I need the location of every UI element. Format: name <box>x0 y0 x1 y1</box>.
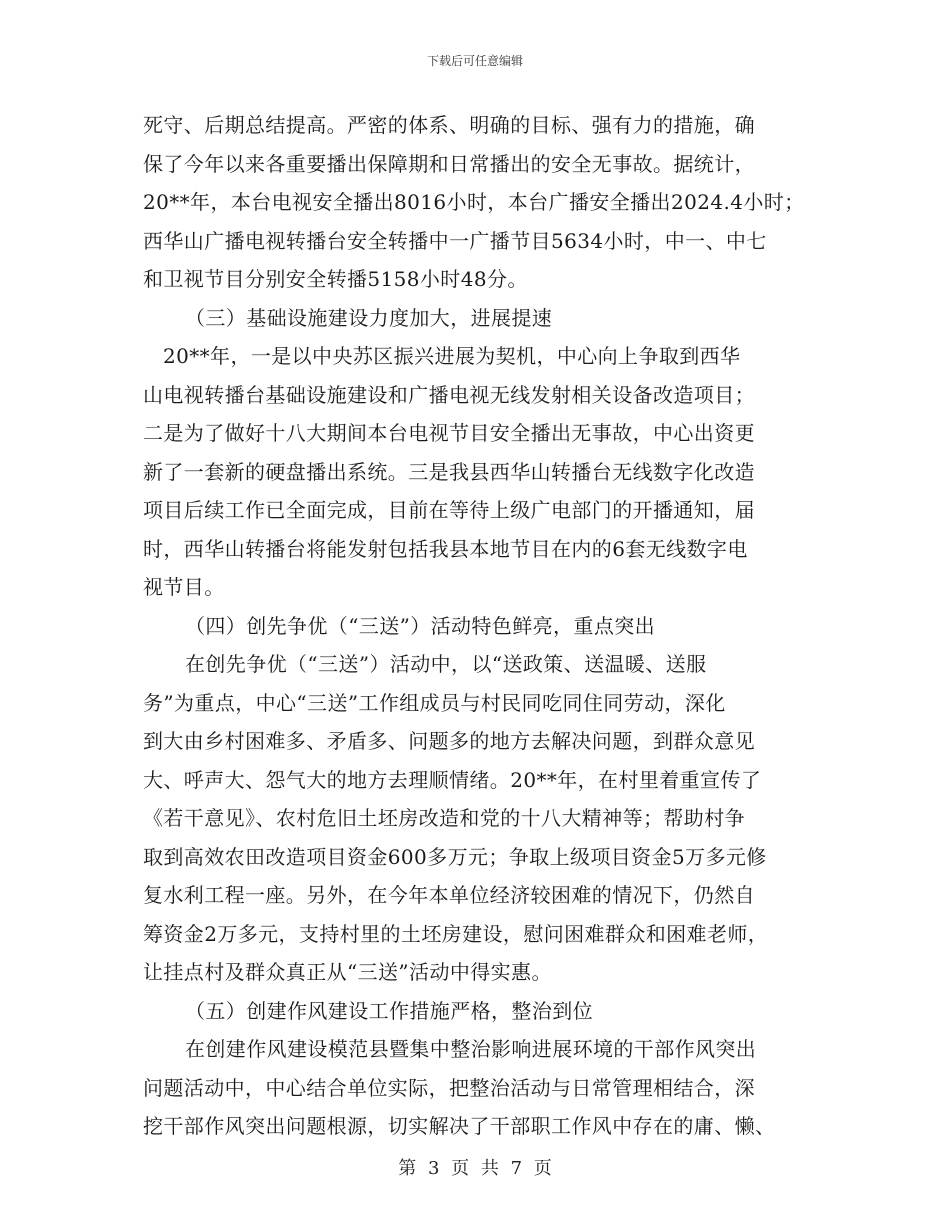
paragraph-start: 20**年，一是以中央苏区振兴进展为契机，中心向上争取到西华 <box>163 344 741 368</box>
body-line: 项目后续工作已全面完成，目前在等待上级广电部门的开播通知，届 <box>143 498 755 522</box>
body-line: 筹资金2万多元，支持村里的土坯房建设，慰问困难群众和困难老师， <box>143 921 769 946</box>
paragraph-start: 在创先争优（“三送”）活动中，以“送政策、送温暖、送服 <box>185 652 707 676</box>
body-line: 让挂点村及群众真正从“三送”活动中得实惠。 <box>143 960 552 984</box>
body-line: 死守、后期总结提高。严密的体系、明确的目标、强有力的措施，确 <box>143 113 755 137</box>
body-line: 保了今年以来各重要播出保障期和日常播出的安全无事故。据统计， <box>143 151 755 176</box>
body-line: 二是为了做好十八大期间本台电视节目安全播出无事故，中心出资更 <box>143 421 755 445</box>
section-heading: （三）基础设施建设力度加大，进展提速 <box>185 305 553 330</box>
body-line: 挖干部作风突出问题根源，切实解决了干部职工作风中存在的庸、懒、 <box>143 1114 776 1138</box>
body-line: 时，西华山转播台将能发射包括我县本地节目在内的6套无线数字电 <box>143 536 748 561</box>
body-line: 20**年，本台电视安全播出8016小时，本台广播安全播出2024.4小时； <box>143 190 805 214</box>
section-heading: （四）创先争优（“三送”）活动特色鲜亮，重点突出 <box>185 613 656 638</box>
body-line: 和卫视节目分别安全转播5158小时48分。 <box>143 267 528 291</box>
page-header: 下载后可任意编辑 <box>426 54 523 68</box>
body-line: 到大由乡村困难多、矛盾多、问题多的地方去解决问题，到群众意见 <box>143 729 755 753</box>
document-body <box>143 106 813 1146</box>
body-line: 取到高效农田改造项目资金600多万元；争取上级项目资金5万多元修 <box>143 844 767 869</box>
section-heading: （五）创建作风建设工作措施严格，整治到位 <box>185 998 593 1023</box>
body-line: 《若干意见》、农村危旧土坯房改造和党的十八大精神等；帮助村争 <box>143 806 745 830</box>
body-line: 问题活动中，中心结合单位实际，把整治活动与日常管理相结合，深 <box>143 1075 755 1100</box>
body-line: 大、呼声大、怨气大的地方去理顺情绪。20**年，在村里着重宣传了 <box>143 767 762 792</box>
body-line: 复水利工程一座。另外，在今年本单位经济较困难的情况下，仍然自 <box>143 883 755 907</box>
body-line: 务”为重点，中心“三送”工作组成员与村民同吃同住同劳动，深化 <box>143 690 726 715</box>
body-line: 视节目。 <box>143 575 225 599</box>
body-line: 山电视转播台基础设施建设和广播电视无线发射相关设备改造项目； <box>143 382 755 407</box>
body-line: 新了一套新的硬盘播出系统。三是我县西华山转播台无线数字化改造 <box>143 459 755 484</box>
paragraph-start: 在创建作风建设模范县暨集中整治影响进展环境的干部作风突出 <box>185 1037 757 1061</box>
body-line: 西华山广播电视转播台安全转播中一广播节目5634小时，中一、中七 <box>143 228 767 253</box>
page-number: 第 3 页 共 7 页 <box>398 1158 552 1179</box>
